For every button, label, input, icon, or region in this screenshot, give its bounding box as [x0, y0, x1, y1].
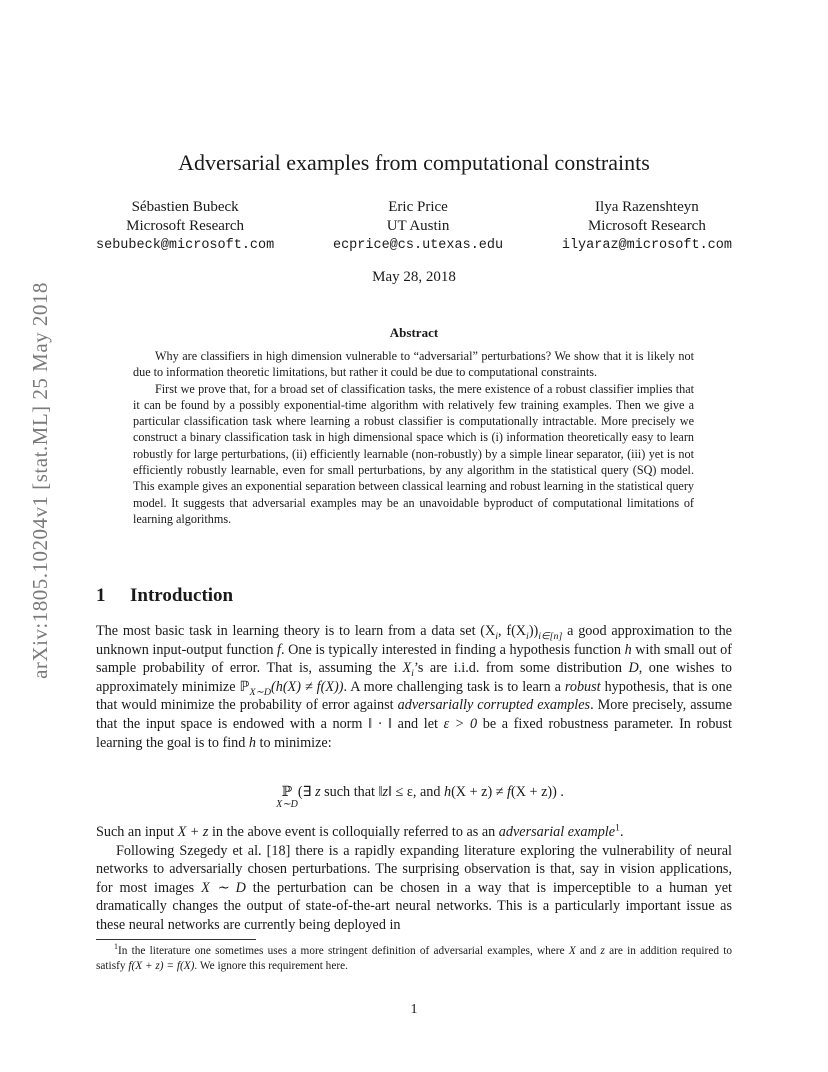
intro-paragraph: Following Szegedy et al. [18] there is a rapidly expanding literature exploring the vulnerability of neural networks to adversarially chosen perturbations. The surprising observation is that, say in vision applications, for most images X ∼ D the perturbation can be chosen in a way that is imperceptible to a human yet dramatically changes the output of state-of-the-art neural networks. This is a particularly important issue as these neural networks are currently being deployed in [96, 842, 732, 933]
arxiv-identifier: arXiv:1805.10204v1 [stat.ML] 25 May 2018 [27, 281, 52, 679]
author-affiliation: Microsoft Research [126, 218, 245, 234]
author-1 [96, 198, 274, 255]
abstract-paragraph: Why are classifiers in high dimension vulnerable to “adversarial” perturbations? We show that it is likely not due to information theoretic limitations, but rather it could be due to computational constraints. [133, 349, 694, 380]
abstract-paragraph: First we prove that, for a broad set of classification tasks, the mere existence of a robust classifier implies that it can be found by a possibly exponential-time algorithm with relatively few training examples. Then we give a particular classification task where learning a robust classifier is computationally intractable. More precisely we construct a binary classification task in high dimensional space which is (i) information theoretically easy to learn robustly for large perturbations, (ii) efficiently learnable (non-robustly) by a simple linear separator, (iii) yet is not efficiently robustly learnable, even for small perturbations, by any algorithm in the statistical query (SQ) model. This example gives an exponential separation between classical learning and robust learning in the statistical query model. It suggests that adversarial examples may be an unavoidable byproduct of computational limitations of learning algorithms. [133, 381, 694, 526]
author-email: ecprice@cs.utexas.edu [332, 238, 504, 253]
section-heading [96, 585, 233, 607]
paper-title: Adversarial examples from computational constraints [178, 150, 650, 175]
page-number: 1 [410, 1002, 418, 1017]
author-email: ilyaraz@microsoft.com [561, 238, 732, 253]
author-name: Ilya Razenshteyn [595, 199, 699, 215]
intro-body [96, 622, 732, 752]
footnote-marker[interactable]: 1 [615, 822, 620, 834]
author-affiliation: UT Austin [386, 218, 450, 234]
intro-paragraph: The most basic task in learning theory is to learn from a data set ($X_i$, $f(X_i))_{i\in[n]}$ a good approximation to the unknown input-output function f. One is typically interested in finding a hypothesis function h with small out of sample probability of error. That is, assuming the $X_i’s$ are i.i.d. from some distribution D, one wishes to approximately minimize ℙ$_{X\sim D}$(h(X) ≠ f(X)). A more challenging task is to learn a robust hypothesis, that is one that would minimize the probability of error against adversarially corrupted examples. More precisely, assume that the input space is endowed with a norm ‖ · ‖ and let ε > 0 be a fixed robustness parameter. In robust learning the goal is to find h to minimize: [96, 623, 732, 751]
author-3 [562, 198, 732, 255]
intro-paragraph: Such an input X + z in the above event is colloquially referred to as an adversarial example$^1$. [96, 822, 624, 840]
section-number: 1 [96, 585, 106, 606]
author-email: sebubeck@microsoft.com [96, 238, 275, 253]
footnote-divider [96, 939, 256, 940]
display-equation: ℙ X∼D (∃ z such that ‖z‖ ≤ ε, and h(X + z) ≠ f(X + z)) . [276, 784, 564, 810]
author-affiliation: Microsoft Research [587, 218, 706, 234]
abstract-heading: Abstract [389, 325, 439, 340]
author-2 [333, 198, 503, 255]
probability-operator: ℙ X∼D [276, 784, 298, 810]
section-title: Introduction [130, 585, 234, 606]
author-name: Sébastien Bubeck [131, 199, 239, 215]
author-name: Eric Price [388, 199, 448, 215]
author-block [96, 198, 732, 255]
intro-body-continued [96, 823, 732, 935]
footnote: $^1$In the literature one sometimes uses a more stringent definition of adversarial examples, where X and z are in addition required to satisfy f(X + z) = f(X). We ignore this requirement here. [96, 942, 732, 972]
footnote-number: 1 [114, 942, 118, 952]
publication-date: May 28, 2018 [372, 269, 456, 285]
abstract-body [133, 348, 694, 527]
